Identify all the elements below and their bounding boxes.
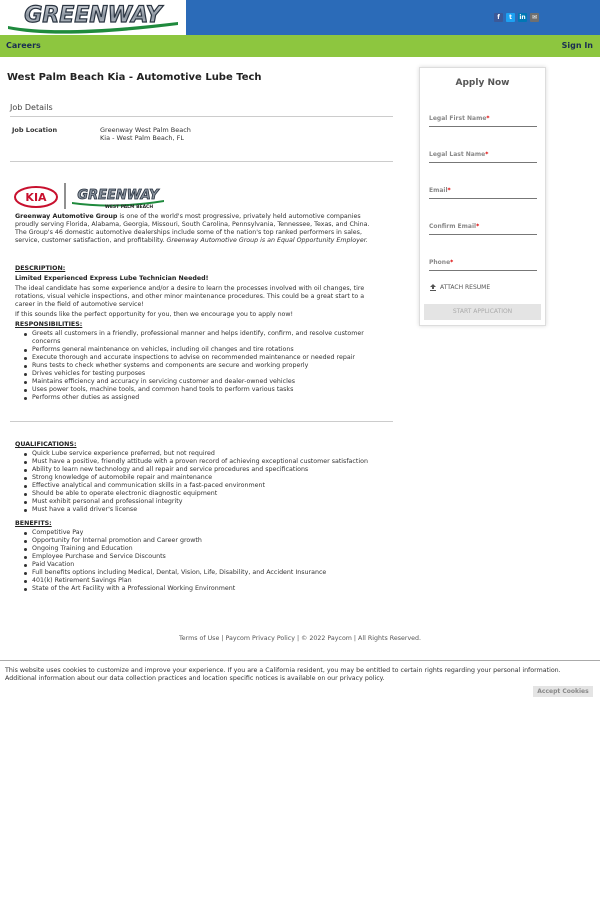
- job-location-line1: Greenway West Palm Beach: [100, 126, 191, 134]
- terms-link[interactable]: Terms of Use: [178, 635, 220, 642]
- description-subheading: Limited Experienced Express Lube Technician Needed!: [15, 275, 209, 282]
- company-intro-body: is one of the world's most progressive, privately held automotive companies proudly serving Florida, Alabama, Georgia, Missouri, South Carolina, Pennsylvania, Tennessee, Texas, and China. The Group's 46 domestic automotive dealerships include some of the nation's top ranked performers in sales, service, customer satisfaction, and profitability.: [15, 213, 370, 244]
- list-item: Full benefits options including Medical, Dental, Vision, Life, Disability, and Accident Insurance: [32, 569, 392, 577]
- start-application-button[interactable]: START APPLICATION: [424, 304, 541, 320]
- list-item: Quick Lube service experience preferred, but not required: [32, 450, 392, 458]
- list-item: Greets all customers in a friendly, professional manner and helps identify, confirm, and resolve customer concerns: [32, 330, 392, 346]
- list-item: Performs other duties as assigned: [32, 394, 392, 402]
- list-item: Uses power tools, machine tools, and common hand tools to perform various tasks: [32, 386, 392, 394]
- first-name-field[interactable]: [429, 115, 537, 127]
- linkedin-icon[interactable]: in: [519, 14, 526, 21]
- phone-input[interactable]: [429, 259, 537, 270]
- list-item: 401(k) Retirement Savings Plan: [32, 577, 392, 585]
- benefits-heading: BENEFITS:: [15, 520, 52, 527]
- last-name-input[interactable]: [429, 151, 537, 162]
- company-intro: [15, 213, 380, 245]
- job-location-label: Job Location: [12, 126, 58, 134]
- qualifications-heading: QUALIFICATIONS:: [15, 441, 77, 448]
- cookie-text: This website uses cookies to customize and improve your experience. If you are a California resident, you may be entitled to certain rights regarding your personal information. Additional information about our data collection practices and location specific notices is available on our privacy policy.: [5, 667, 561, 682]
- site-header: [0, 0, 600, 35]
- sign-in-link[interactable]: Sign In: [561, 41, 593, 50]
- email-label: Email*: [429, 187, 451, 194]
- list-item: Must have a valid driver's license: [32, 506, 392, 514]
- footer: [0, 635, 600, 642]
- page-title: West Palm Beach Kia - Automotive Lube Tech: [7, 72, 262, 83]
- confirm-email-label: Confirm Email*: [429, 223, 480, 230]
- company-name: Greenway Automotive Group: [15, 213, 118, 220]
- list-item: Performs general maintenance on vehicles, including oil changes and tire rotations: [32, 346, 392, 354]
- upload-icon: [430, 284, 436, 291]
- first-name-label: Legal First Name*: [429, 115, 490, 122]
- list-item: Should be able to operate electronic diagnostic equipment: [32, 490, 392, 498]
- footer-separator: |: [219, 635, 226, 642]
- email-input[interactable]: [429, 187, 537, 198]
- list-item: Competitive Pay: [32, 529, 392, 537]
- confirm-email-input[interactable]: [429, 223, 537, 234]
- eoe-statement: Greenway Automotive Group is an Equal Opportunity Employer.: [166, 237, 368, 244]
- job-details-heading: Job Details: [10, 103, 53, 112]
- list-item: Effective analytical and communication skills in a fast-paced environment: [32, 482, 392, 490]
- divider: [10, 116, 393, 117]
- list-item: Runs tests to check whether systems and components are secure and working properly: [32, 362, 392, 370]
- email-icon[interactable]: ✉: [531, 14, 538, 21]
- privacy-policy-link[interactable]: Paycom Privacy Policy: [225, 635, 295, 642]
- description-body: The ideal candidate has some experience and/or a desire to learn the processes involved with oil changes, tire rotations, visual vehicle inspections, and other minor maintenance procedures. This could be a great start to a career in the field of automotive service!: [15, 285, 365, 308]
- attach-resume-label: ATTACH RESUME: [440, 284, 491, 291]
- list-item: Employee Purchase and Service Discounts: [32, 553, 392, 561]
- facebook-icon[interactable]: f: [494, 13, 503, 22]
- twitter-icon[interactable]: t: [506, 13, 515, 22]
- qualifications-list: [32, 450, 392, 514]
- west-palm-beach-logo-text: WEST PALM BEACH: [104, 205, 154, 210]
- list-item: Must exhibit personal and professional integrity: [32, 498, 392, 506]
- last-name-field[interactable]: [429, 151, 537, 163]
- list-item: Ongoing Training and Education: [32, 545, 392, 553]
- greenway-logo-text: GREENWAY: [24, 3, 162, 28]
- careers-link[interactable]: Careers: [6, 41, 41, 50]
- confirm-email-field[interactable]: [429, 223, 537, 235]
- greenway-logo-graphic: [0, 0, 186, 35]
- job-location-value: [100, 126, 191, 142]
- apply-card: [419, 67, 546, 326]
- list-item: Execute thorough and accurate inspections to advise on recommended maintenance or needed repair: [32, 354, 392, 362]
- list-item: Drives vehicles for testing purposes: [32, 370, 392, 378]
- list-item: Opportunity for Internal promotion and Career growth: [32, 537, 392, 545]
- greenway-logo[interactable]: [0, 0, 186, 35]
- list-item: Must have a positive, friendly attitude with a proven record of achieving exceptional customer satisfaction: [32, 458, 392, 466]
- first-name-input[interactable]: [429, 115, 537, 126]
- copyright: | © 2022 Paycom | All Rights Reserved.: [294, 635, 422, 642]
- apply-title: Apply Now: [455, 78, 510, 88]
- description-cta: If this sounds like the perfect opportunity for you, then we encourage you to apply now!: [15, 311, 294, 318]
- job-location-line2: Kia - West Palm Beach, FL: [100, 134, 185, 142]
- email-field[interactable]: [429, 187, 537, 199]
- list-item: Maintains efficiency and accuracy in servicing customer and dealer-owned vehicles: [32, 378, 392, 386]
- social-links: [494, 13, 539, 22]
- accept-cookies-button[interactable]: Accept Cookies: [533, 686, 593, 697]
- top-nav: [0, 35, 600, 57]
- last-name-label: Legal Last Name*: [429, 151, 489, 158]
- phone-field[interactable]: [429, 259, 537, 271]
- divider: [10, 421, 393, 422]
- list-item: State of the Art Facility with a Professional Working Environment: [32, 585, 392, 593]
- description-heading: DESCRIPTION:: [15, 265, 66, 272]
- cookie-banner: [0, 660, 600, 702]
- attach-resume-button[interactable]: [430, 284, 490, 291]
- greenway-dealer-logo-text: GREENWAY: [77, 188, 159, 203]
- list-item: Ability to learn new technology and all repair and service procedures and specifications: [32, 466, 392, 474]
- benefits-list: [32, 529, 392, 593]
- kia-logo-text: KIA: [25, 191, 47, 204]
- kia-greenway-logo: [14, 182, 166, 210]
- list-item: Paid Vacation: [32, 561, 392, 569]
- divider: [10, 161, 393, 162]
- list-item: Strong knowledge of automobile repair and maintenance: [32, 474, 392, 482]
- responsibilities-heading: RESPONSIBILITIES:: [15, 321, 83, 328]
- responsibilities-list: [32, 330, 392, 402]
- phone-label: Phone*: [429, 259, 454, 266]
